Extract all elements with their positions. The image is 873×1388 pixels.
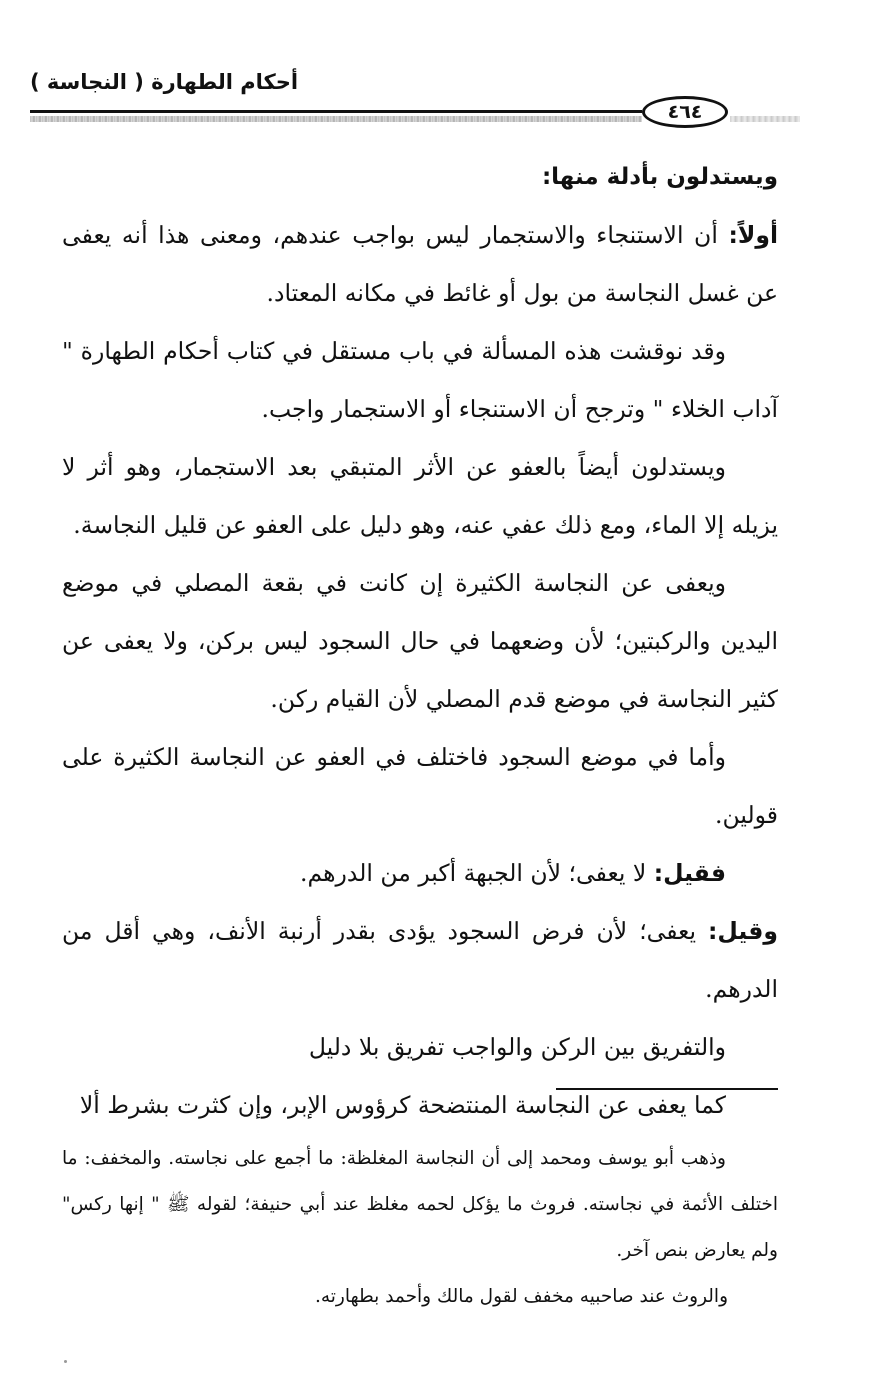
paragraph-residue: ويستدلون أيضاً بالعفو عن الأثر المتبقي بعد الاستجمار، وهو أثر لا يزيله إلا الماء، ومع ذلك عفي عنه، وهو دليل على العفو عن قليل النجاسة.	[62, 453, 778, 539]
paragraph-lead: وقيل:	[708, 917, 778, 945]
footnotes	[62, 1136, 778, 1320]
page-header	[30, 66, 820, 136]
paragraph-second-opinion	[62, 902, 778, 1018]
paragraph-text: لا يعفى؛ لأن الجبهة أكبر من الدرهم.	[300, 859, 654, 887]
paragraph-discussion: وقد نوقشت هذه المسألة في باب مستقل في كتاب أحكام الطهارة " آداب الخلاء " وترجح أن الاستنجاء أو الاستجمار واجب.	[62, 337, 778, 423]
footnote-paragraph: وذهب أبو يوسف ومحمد إلى أن النجاسة المغلظة: ما أجمع على نجاسته. والمخفف: ما اختلف الأئمة في نجاسته. فروث ما يؤكل لحمه مغلظ عند أبي حنيفة؛ لقوله ﷺ " إنها ركس" ولم يعارض بنص آخر.	[62, 1148, 778, 1261]
paragraph-text: أن الاستنجاء والاستجمار ليس بواجب عندهم، ومعنى هذا أنه يعفى عن غسل النجاسة من بول أو غائط في مكانه المعتاد.	[62, 221, 778, 307]
scan-speck	[64, 1360, 67, 1363]
page-number: ٤٦٤	[667, 101, 703, 123]
paragraph-lead: أولاً:	[728, 221, 778, 249]
paragraph-first-opinion	[62, 844, 778, 902]
paragraph-distinction: والتفريق بين الركن والواجب تفريق بلا دليل	[308, 1033, 726, 1061]
paragraph-text: يعفى؛ لأن فرض السجود يؤدى بقدر أرنبة الأنف، وهي أقل من الدرهم.	[62, 917, 778, 1003]
footnote-separator	[556, 1088, 778, 1090]
section-heading: ويستدلون بأدلة منها:	[541, 164, 778, 190]
page-number-oval	[642, 96, 728, 128]
footnote-paragraph: والروث عند صاحبيه مخفف لقول مالك وأحمد بطهارته.	[314, 1286, 728, 1307]
paragraph-first-evidence	[62, 206, 778, 322]
paragraph-prayer-place: ويعفى عن النجاسة الكثيرة إن كانت في بقعة المصلي في موضع اليدين والركبتين؛ لأن وضعهما في حال السجود ليس بركن، ولا يعفى عن كثير النجاسة في موضع قدم المصلي لأن القيام ركن.	[62, 569, 778, 713]
paragraph-lead: فقيل:	[653, 859, 726, 887]
paragraph-splashes: كما يعفى عن النجاسة المنتضحة كرؤوس الإبر، وإن كثرت بشرط ألا	[79, 1091, 726, 1119]
header-shade-decoration-right	[730, 116, 800, 122]
header-rule	[30, 110, 642, 113]
header-shade-decoration	[30, 116, 642, 122]
main-text	[62, 148, 778, 1134]
paragraph-prostration: وأما في موضع السجود فاختلف في العفو عن النجاسة الكثيرة على قولين.	[62, 743, 778, 829]
running-title: أحكام الطهارة ( النجاسة )	[30, 70, 299, 94]
